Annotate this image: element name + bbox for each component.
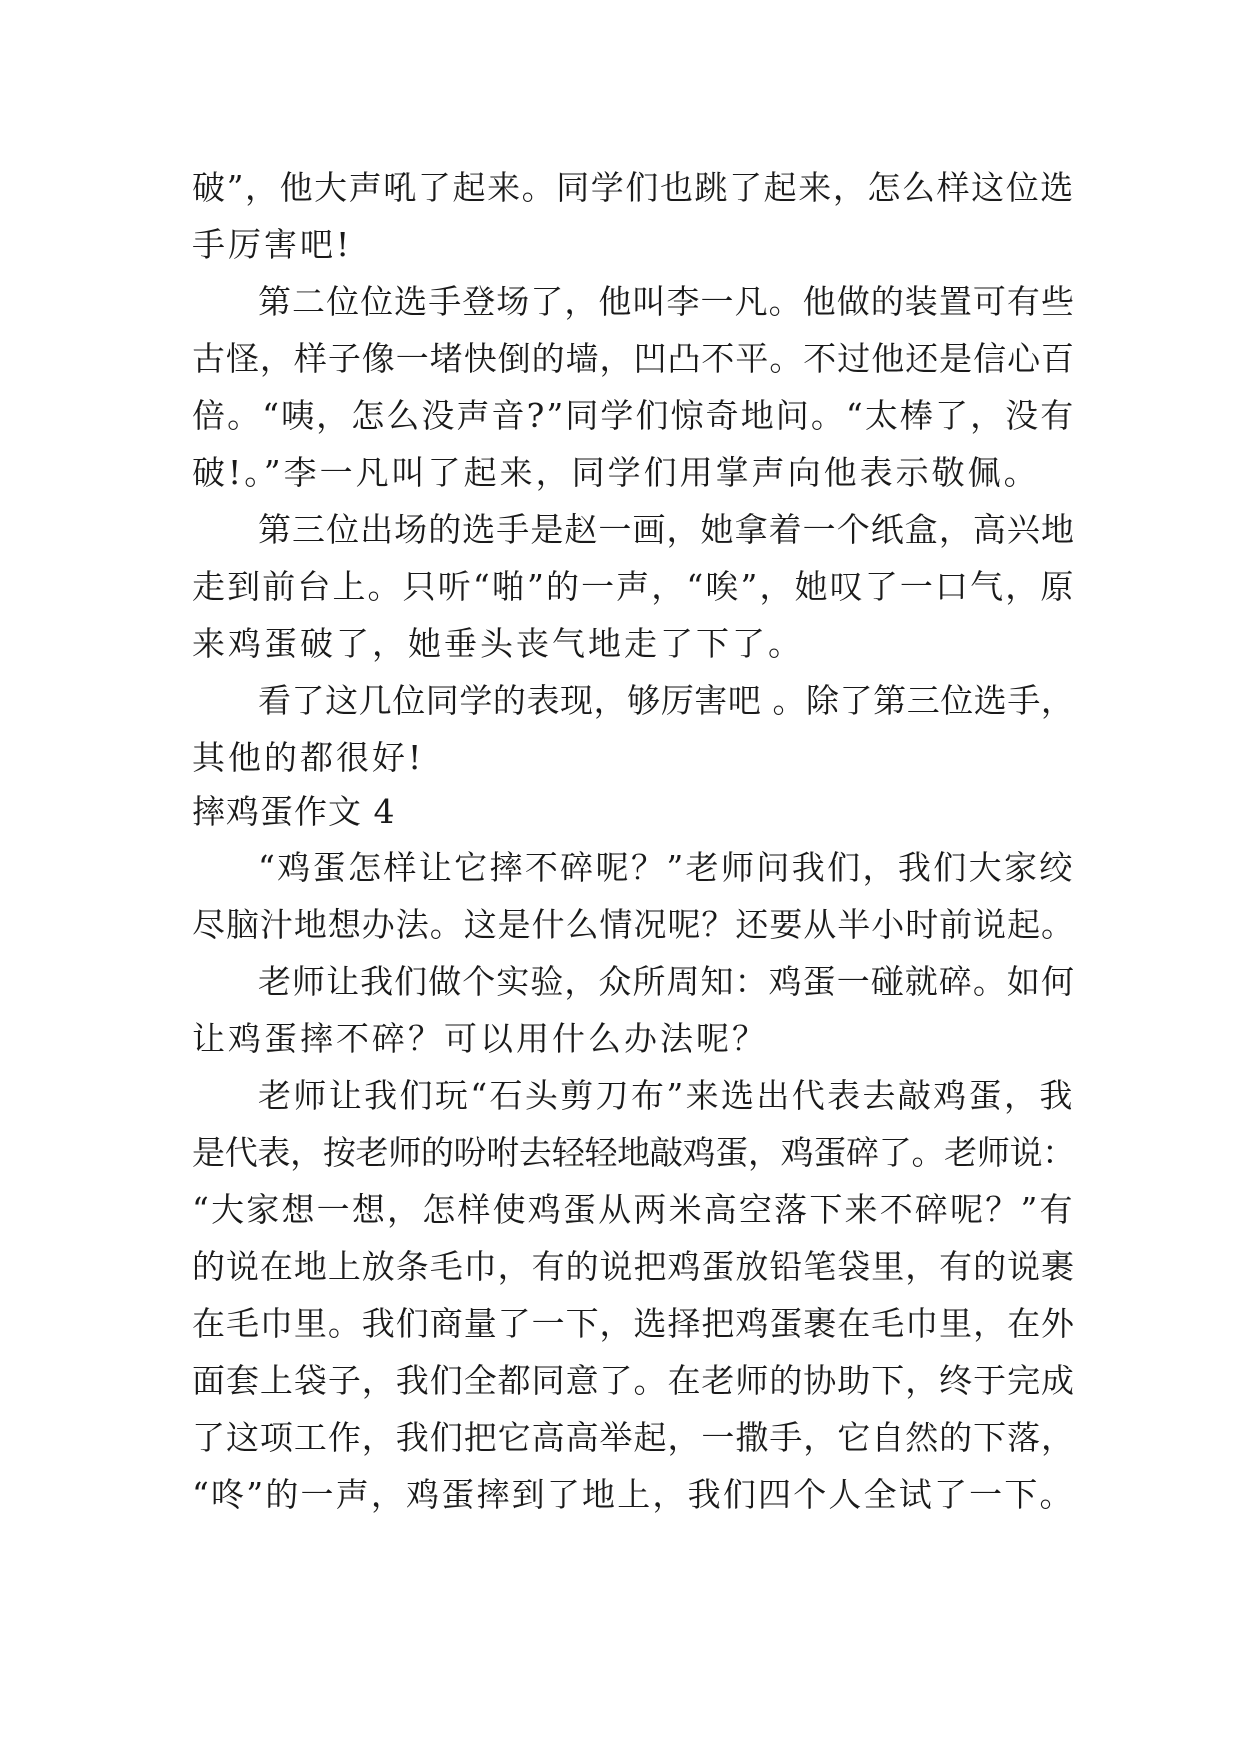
paragraph-start: “鸡蛋怎样让它摔不碎呢？”老师问我们，我们大家绞: [258, 848, 1075, 887]
paragraph-start: 看了这几位同学的表现，够厉害吧 。除了第三位选手，: [258, 681, 1075, 720]
text-line: 在毛巾里。我们商量了一下，选择把鸡蛋裹在毛巾里，在外: [192, 1304, 1075, 1343]
text-line: 古怪，样子像一堵快倒的墙，凹凸不平。不过他还是信心百: [192, 339, 1075, 378]
text-line: 是代表，按老师的吩咐去轻轻地敲鸡蛋，鸡蛋碎了。老师说：: [192, 1133, 1075, 1172]
text-line: 面套上袋子，我们全都同意了。在老师的协助下，终于完成: [192, 1361, 1075, 1400]
text-line: 让鸡蛋摔不碎？可以用什么办法呢？: [192, 1019, 768, 1058]
text-line: 破”，他大声吼了起来。同学们也跳了起来，怎么样这位选: [192, 168, 1075, 207]
section-heading: 摔鸡蛋作文 4: [192, 792, 396, 831]
text-line: 了这项工作，我们把它高高举起，一撒手，它自然的下落，: [192, 1418, 1075, 1457]
text-line: 破!。”李一凡叫了起来，同学们用掌声向他表示敬佩。: [192, 453, 1040, 492]
text-line: 倍。“咦，怎么没声音?”同学们惊奇地问。“太棒了，没有: [192, 396, 1076, 435]
text-line: “咚”的一声，鸡蛋摔到了地上，我们四个人全试了一下。: [192, 1475, 1075, 1514]
text-line: 来鸡蛋破了，她垂头丧气地走了下了。: [192, 624, 804, 663]
text-line: “大家想一想，怎样使鸡蛋从两米高空落下来不碎呢？”有: [192, 1190, 1075, 1229]
text-line: 走到前台上。只听“啪”的一声，“唉”，她叹了一口气，原: [192, 567, 1076, 606]
text-line: 其他的都很好!: [192, 738, 425, 777]
paragraph-start: 老师让我们玩“石头剪刀布”来选出代表去敲鸡蛋，我: [258, 1076, 1075, 1115]
paragraph-start: 第三位出场的选手是赵一画，她拿着一个纸盒，高兴地: [258, 510, 1075, 549]
paragraph-start: 老师让我们做个实验，众所周知：鸡蛋一碰就碎。如何: [258, 962, 1075, 1001]
text-line: 的说在地上放条毛巾，有的说把鸡蛋放铅笔袋里，有的说裹: [192, 1247, 1075, 1286]
paragraph-start: 第二位位选手登场了，他叫李一凡。他做的装置可有些: [258, 282, 1075, 321]
text-line: 手厉害吧!: [192, 225, 353, 264]
text-line: 尽脑汁地想办法。这是什么情况呢？还要从半小时前说起。: [192, 905, 1075, 944]
